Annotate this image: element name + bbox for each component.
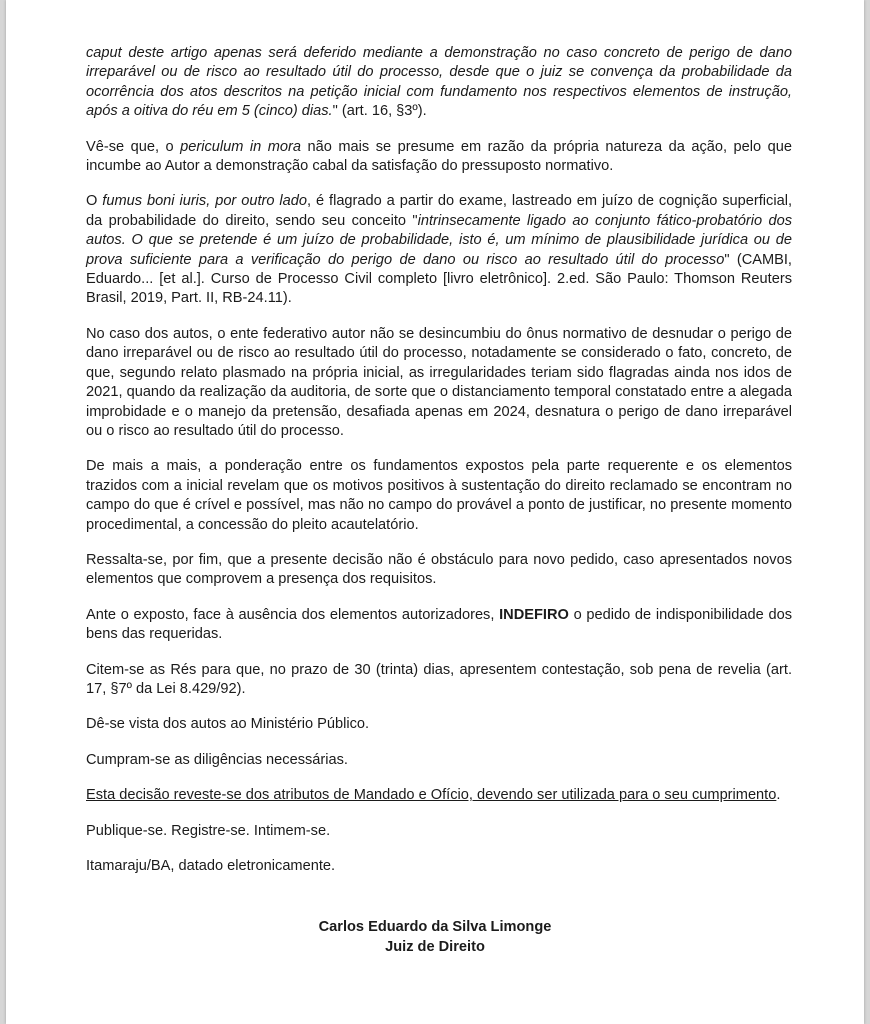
text-segment: Vê-se que, o — [86, 138, 181, 155]
text-segment: Ante o exposto, face à ausência dos elementos autorizadores, — [86, 606, 500, 623]
paragraph-quote-art16 — [86, 44, 792, 122]
paragraph-decision — [86, 606, 792, 645]
citation-text: " (CAMBI, Eduardo... [et al.]. Curso de Processo Civil completo [livro eletrônico]. 2.ed. São Paulo: Thomson Reuters Brasil, 2019, Part. II, RB-24.11). — [86, 251, 792, 307]
paragraph-publique — [86, 822, 792, 841]
signature-block — [6, 917, 864, 957]
text-segment: Dê-se vista dos autos ao Ministério Público. — [86, 716, 370, 733]
paragraph-diligencias — [86, 751, 792, 770]
underlined-text: Esta decisão reveste-se dos atributos de Mandado e Ofício, devendo ser utilizada para o seu cumprimento — [86, 787, 777, 804]
paragraph-ponderacao — [86, 457, 792, 535]
text-segment: Publique-se. Registre-se. Intimem-se. — [86, 822, 331, 839]
text-segment: não mais se presume em razão da própria natureza da ação, pelo que incumbe ao Autor a demonstração cabal da satisfação do pressuposto normativo. — [86, 138, 793, 175]
paragraph-ministerio-publico — [86, 715, 792, 734]
paragraph-caso-dos-autos — [86, 325, 792, 441]
paragraph-mandado — [86, 786, 792, 805]
text-segment: De mais a mais, a ponderação entre os fundamentos expostos pela parte requerente e os elementos trazidos com a inicial revelam que os motivos positivos à sustentação do direito reclamado se encontram no campo do que é crível e possível, mas não no campo do provável a ponto de justificar, no presente momento procedimental, a concessão do pleito acautelatório. — [86, 458, 792, 533]
text-segment: Cumpram-se as diligências necessárias. — [86, 751, 348, 768]
text-segment: Citem-se as Rés para que, no prazo de 30 (trinta) dias, apresentem contestação, sob pena de revelia (art. 17, §7º da Lei 8.429/92). — [86, 661, 792, 697]
paragraph-local-data — [86, 857, 792, 876]
text-segment: . — [776, 787, 781, 804]
signer-name: Carlos Eduardo da Silva Limonge — [318, 919, 552, 935]
text-segment: o pedido de indisponibilidade dos bens das requeridas. — [86, 606, 793, 643]
paragraph-fumus — [86, 192, 792, 308]
text-segment: , é flagrado a partir do exame, lastreado em juízo de cognição superficial, da probabilidade do direito, sendo seu conceito " — [86, 193, 792, 229]
document-page — [6, 0, 864, 1024]
text-segment: Itamaraju/BA, datado eletronicamente. — [86, 858, 336, 874]
latin-term: periculum in mora — [180, 138, 302, 155]
citation-text: " (art. 16, §3º). — [332, 103, 427, 120]
quote-text: caput deste artigo apenas será deferido mediante a demonstração no caso concreto de perigo de dano irreparável ou de risco ao resultado útil do processo, desde que o juiz se convença da probabilidade da ocorrência dos atos descritos na petição inicial com fundamento nos respectivos elementos de instrução, após a oitiva do réu em 5 (cinco) dias. — [86, 45, 792, 120]
document-body — [86, 44, 792, 892]
signer-title: Juiz de Direito — [385, 939, 485, 955]
text-segment: Ressalta-se, por fim, que a presente decisão não é obstáculo para novo pedido, caso apresentados novos elementos que comprovem a presença dos requisitos. — [86, 551, 792, 588]
quote-text: intrinsecamente ligado ao conjunto fático-probatório dos autos. O que se pretende é um juízo de probabilidade, isto é, um mínimo de plausibilidade jurídica ou de prova suficiente para a verificação do perigo de dano ou risco ao resultado útil do processo — [86, 212, 792, 268]
paragraph-citacao — [86, 661, 792, 700]
paragraph-ressalta — [86, 551, 792, 590]
text-segment: O — [86, 193, 103, 210]
paragraph-periculum — [86, 138, 792, 177]
decision-keyword: INDEFIRO — [499, 606, 569, 623]
text-segment: No caso dos autos, o ente federativo autor não se desincumbiu do ônus normativo de desnudar o perigo de dano irreparável ou de risco ao resultado útil do processo, notadamente se considerado o fato, concreto, de que, segundo relato plasmado na própria inicial, as irregularidades teriam sido flagradas ainda nos idos de 2021, quando da realização da auditoria, de sorte que o distanciamento temporal constatado entre a alegada improbidade e o manejo da pretensão, desafiada apenas em 2024, desnatura o perigo de dano irreparável ou o risco ao resultado útil do processo. — [86, 325, 792, 439]
latin-term: fumus boni iuris, por outro lado — [102, 193, 307, 210]
